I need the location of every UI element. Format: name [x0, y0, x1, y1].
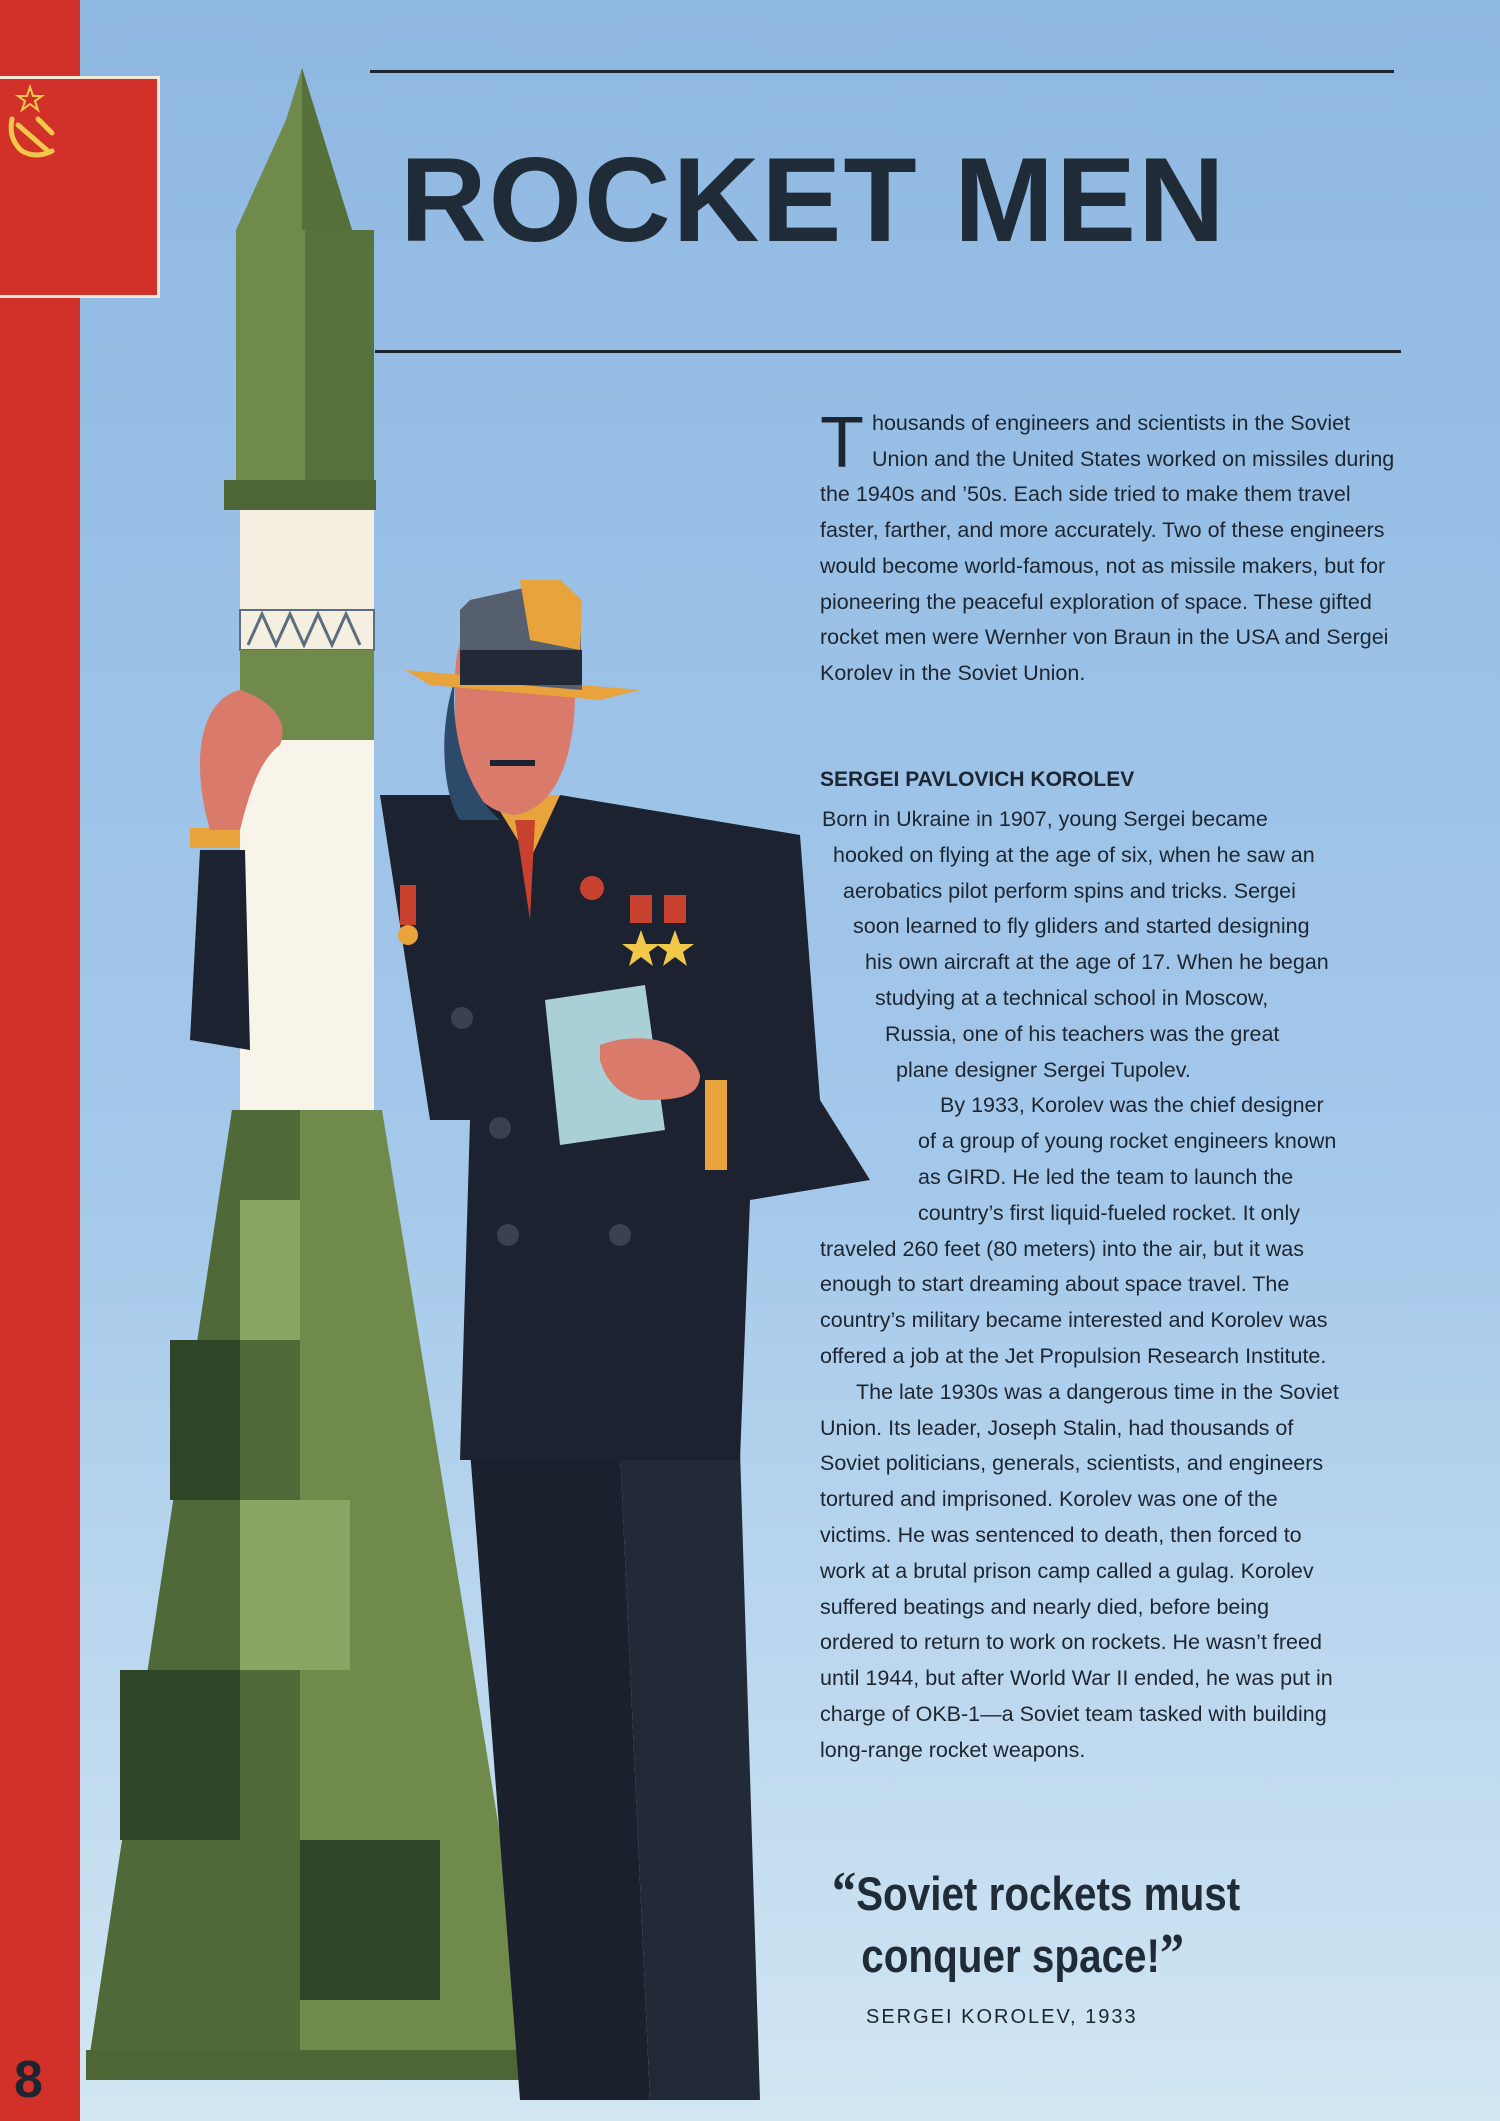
quote-attribution: SERGEI KOROLEV, 1933 [866, 2006, 1138, 2028]
body-line: Soviet politicians, generals, scientists, and engineers [820, 1451, 1324, 1476]
title-bottom-rule [375, 350, 1401, 353]
page-number: 8 [14, 2051, 43, 2109]
body-line: victims. He was sentenced to death, then forced to [820, 1523, 1302, 1547]
body-line: plane designer Sergei Tupolev. [896, 1057, 1191, 1082]
body-line: country’s first liquid-fueled rocket. It only [918, 1200, 1300, 1225]
body-line: hooked on flying at the age of six, when he saw an [833, 842, 1315, 867]
body-line: offered a job at the Jet Propulsion Research Institute. [820, 1344, 1327, 1368]
open-quote-mark: “ [832, 1861, 857, 1923]
body-line: Russia, one of his teachers was the great [885, 1021, 1280, 1046]
body-line: Born in Ukraine in 1907, young Sergei became [822, 807, 1268, 831]
body-line: charge of OKB-1—a Soviet team tasked with building [820, 1702, 1327, 1726]
body-line: soon learned to fly gliders and started designing [853, 914, 1310, 939]
intro-paragraph [820, 403, 1395, 692]
body-line: The late 1930s was a dangerous time in the Soviet [856, 1379, 1339, 1404]
body-line: long-range rocket weapons. [820, 1737, 1086, 1762]
body-line: Union. Its leader, Joseph Stalin, had thousands of [820, 1415, 1294, 1440]
close-quote-mark: ” [1159, 1923, 1185, 1985]
body-line: as GIRD. He led the team to launch the [918, 1165, 1294, 1189]
body-line: ordered to return to work on rockets. He wasn’t freed [820, 1630, 1322, 1655]
body-line: By 1933, Korolev was the chief designer [940, 1093, 1324, 1118]
body-line: aerobatics pilot perform spins and tricks. Sergei [843, 878, 1296, 903]
body-line: enough to start dreaming about space travel. The [820, 1272, 1290, 1297]
quote-line-1: Soviet rockets must [856, 1867, 1241, 1920]
body-line: suffered beatings and nearly died, before being [820, 1594, 1270, 1619]
pull-quote [832, 1862, 1240, 1986]
body-line: studying at a technical school in Moscow, [875, 986, 1269, 1010]
body-line: of a group of young rocket engineers known [918, 1129, 1337, 1154]
quote-line-2: conquer space! [861, 1929, 1160, 1982]
body-line: his own aircraft at the age of 17. When he began [865, 950, 1329, 975]
page-title: ROCKET MEN [400, 133, 1227, 267]
body-line: tortured and imprisoned. Korolev was one of the [820, 1487, 1278, 1512]
body-line: work at a brutal prison camp called a gulag. Korolev [820, 1558, 1314, 1583]
body-line: until 1944, but after World War II ended, he was put in [820, 1666, 1333, 1691]
body-line: traveled 260 feet (80 meters) into the air, but it was [820, 1236, 1305, 1261]
intro-text: housands of engineers and scientists in the Soviet Union and the United States worked on missiles during the 1940s and ’50s. Each side tried to make them travel faster, farther, and more accurately. Two of these engineers would become world-famous, not as missile makers, but for pioneering the peaceful exploration of space. These gifted rocket men were Wernher von Braun in the USA and Sergei Korolev in the Soviet Union. [820, 411, 1395, 685]
section-heading: SERGEI PAVLOVICH KOROLEV [820, 768, 1135, 791]
drop-cap: T [820, 403, 864, 483]
title-top-rule [370, 70, 1394, 73]
body-line: country’s military became interested and Korolev was [820, 1308, 1328, 1333]
